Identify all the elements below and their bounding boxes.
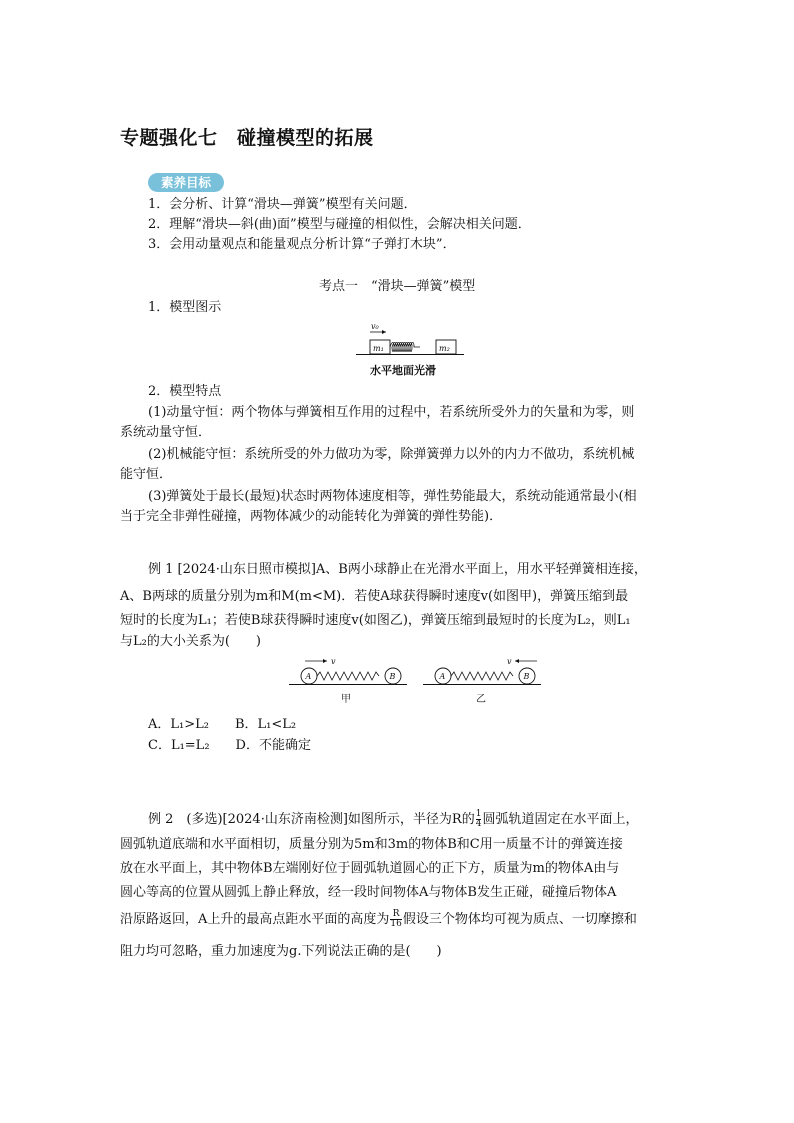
feature-2-line-1: (2)机械能守恒：系统所受的外力做功为零，除弹簧弹力以外的内力不做功，系统机械 — [148, 447, 635, 462]
page-title: 专题强化七 碰撞模型的拓展 — [120, 127, 374, 149]
figure-right — [423, 657, 541, 705]
model-features-label: 2．模型特点 — [148, 384, 222, 399]
example-1-line-1: 例 1 [2024·山东日照市模拟]A、B两小球静止在光滑水平面上，用水平轻弹簧相连接， — [148, 562, 647, 577]
model-diagram-label: 1．模型图示 — [148, 300, 222, 315]
fraction-quarter: $\frac{1}{4}$ — [475, 809, 482, 829]
example-2-line-5: 沿原路返回，A上升的最高点距水平面的高度为 $\frac{R}{16}$ 假设三个物体均可视为质点、一切摩擦和 — [120, 909, 637, 929]
caption-jia: 甲 — [341, 694, 351, 705]
feature-3-line-1: (3)弹簧处于最长(最短)状态时两物体速度相等，弹性势能最大，系统动能通常最小(相 — [148, 489, 637, 504]
right-v-label: v — [507, 657, 512, 666]
example-1-line-3: 短时的长度为L₁；若使B球获得瞬时速度v(如图乙)，弹簧压缩到最短时的长度为L₂，则L₁ — [120, 613, 631, 628]
goal-item-3: 3．会用动量观点和能量观点分析计算“子弹打木块”． — [148, 237, 456, 252]
ball-a-left-label: A — [305, 672, 312, 681]
left-v-label: v — [331, 657, 336, 666]
section-heading: 考点一 “滑块—弹簧”模型 — [319, 279, 476, 294]
example-2-line-1: 例 2 (多选)[2024·山东济南检测]如图所示，半径为R的 $\frac{1}{4}$ 圆弧轨道固定在水平面上， — [148, 809, 639, 829]
m2-label: m₂ — [439, 344, 450, 353]
ball-b-right-label: B — [523, 672, 530, 681]
feature-2-line-2: 能守恒． — [120, 467, 173, 482]
example-1-options-row-1: A．L₁>L₂ B．L₁<L₂ — [148, 717, 297, 732]
goal-item-1: 1．会分析、计算“滑块—弹簧”模型有关问题． — [148, 197, 417, 212]
spring — [390, 343, 420, 352]
goals-badge: 素养目标 — [148, 173, 224, 192]
m1-label: m₁ — [373, 344, 384, 353]
feature-1-line-2: 系统动量守恒． — [120, 425, 212, 440]
example-2-line-4: 圆心等高的位置从圆弧上静止释放，经一段时间物体A与物体B发生正碰，碰撞后物体A — [120, 885, 617, 900]
feature-1-line-1: (1)动量守恒：两个物体与弹簧相互作用的过程中，若系统所受外力的矢量和为零，则 — [148, 405, 635, 420]
caption-yi: 乙 — [476, 694, 486, 705]
example-1-line-4: 与L₂的大小关系为( ) — [120, 634, 261, 649]
figure-left — [289, 657, 407, 705]
example-2-line-3: 放在水平面上，其中物体B左端刚好位于圆弧轨道圆心的正下方，质量为m的物体A由与 — [120, 861, 620, 876]
example-1-line-2: A、B两球的质量分别为m和M(m<M)．若使A球获得瞬时速度v(如图甲)，弹簧压缩到最 — [120, 589, 629, 604]
ball-b-left-label: B — [389, 672, 396, 681]
goal-item-2: 2．理解“滑块—斜(曲)面”模型与碰撞的相似性，会解决相关问题． — [148, 217, 531, 232]
ball-a-right-label: A — [439, 672, 446, 681]
example-1-options-row-2: C．L₁=L₂ D．不能确定 — [148, 738, 311, 753]
fraction-r-over-16: $\frac{R}{16}$ — [390, 909, 402, 929]
v0-label: v₀ — [371, 322, 379, 331]
feature-3-line-2: 当于完全非弹性碰撞，两物体减少的动能转化为弹簧的弹性势能)． — [120, 509, 503, 524]
example-1-figures — [285, 652, 545, 712]
example-2-line-2: 圆弧轨道底端和水平面相切，质量分别为5m和3m的物体B和C用一质量不计的弹簧连接 — [120, 837, 623, 852]
figure-caption: 水平地面光滑 — [370, 364, 436, 377]
example-2-line-6: 阻力均可忽略，重力加速度为g.下列说法正确的是( ) — [120, 944, 442, 959]
